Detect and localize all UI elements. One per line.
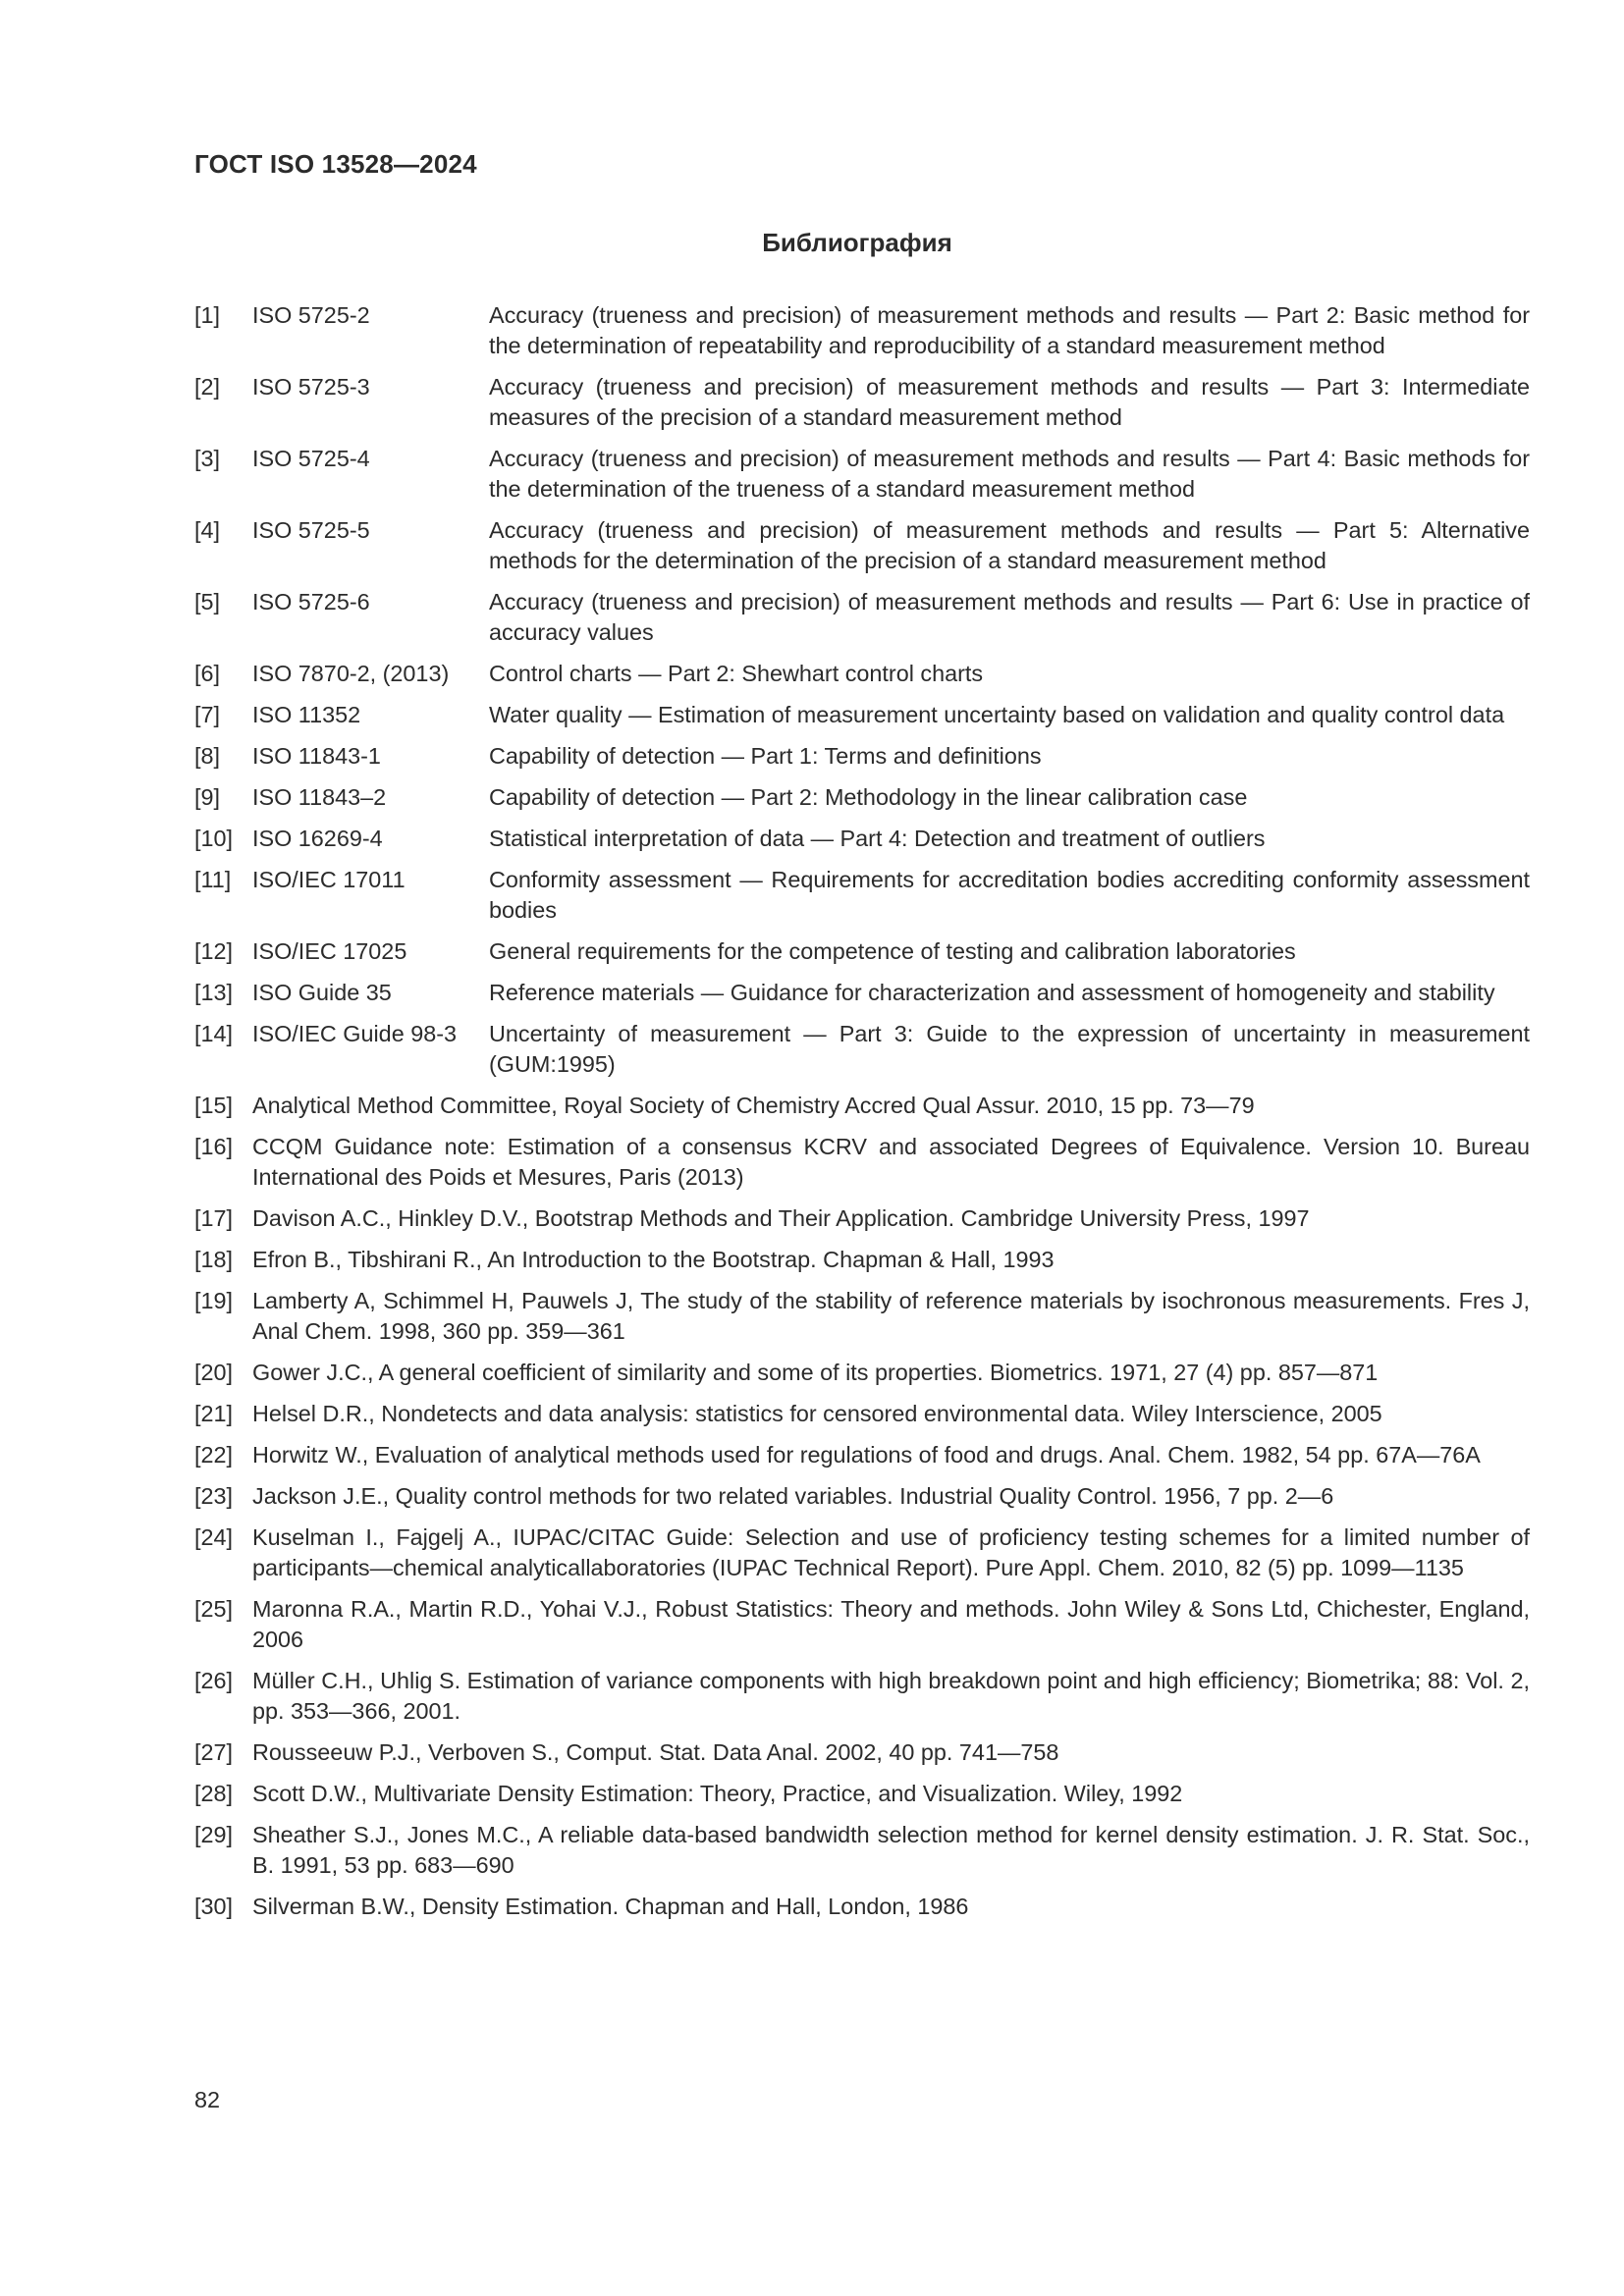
reference-number: [28] bbox=[194, 1781, 234, 1806]
reference-number: [17] bbox=[194, 1205, 234, 1231]
reference-text: Silverman B.W., Density Estimation. Chapman and Hall, London, 1986 bbox=[252, 1894, 969, 1919]
reference-standard: ISO/IEC Guide 98-3 bbox=[252, 1021, 458, 1046]
reference-number: [8] bbox=[194, 743, 221, 769]
reference-standard: ISO 7870-2, (2013) bbox=[252, 661, 450, 686]
reference-text: Davison A.C., Hinkley D.V., Bootstrap Methods and Their Application. Cambridge University Press, 1997 bbox=[252, 1205, 1310, 1231]
reference-number: [6] bbox=[194, 661, 221, 686]
reference-text: Scott D.W., Multivariate Density Estimation: Theory, Practice, and Visualization. Wiley, 1992 bbox=[252, 1781, 1183, 1806]
reference-number: [18] bbox=[194, 1247, 234, 1272]
reference-item bbox=[194, 1203, 1530, 1234]
reference-number: [9] bbox=[194, 784, 221, 810]
reference-standard: ISO 11843–2 bbox=[252, 784, 387, 810]
reference-item bbox=[194, 782, 1530, 813]
reference-number: [16] bbox=[194, 1134, 234, 1159]
reference-text: Accuracy (trueness and precision) of measurement methods and results — Part 3: Intermediate measures of the precision of a standard measurement method bbox=[489, 374, 1530, 430]
reference-number: [4] bbox=[194, 517, 221, 543]
reference-number: [2] bbox=[194, 374, 221, 400]
reference-standard: ISO 11352 bbox=[252, 702, 361, 727]
reference-text: Helsel D.R., Nondetects and data analysis: statistics for censored environmental data. Wiley Interscience, 2005 bbox=[252, 1401, 1382, 1426]
reference-standard: ISO/IEC 17025 bbox=[252, 938, 407, 964]
reference-text: General requirements for the competence of testing and calibration laboratories bbox=[489, 938, 1296, 964]
reference-item bbox=[194, 444, 1530, 505]
reference-item bbox=[194, 1399, 1530, 1429]
reference-item bbox=[194, 1132, 1530, 1193]
reference-item bbox=[194, 1091, 1530, 1121]
reference-number: [21] bbox=[194, 1401, 234, 1426]
reference-standard: ISO 5725-4 bbox=[252, 446, 370, 471]
reference-number: [7] bbox=[194, 702, 221, 727]
reference-item bbox=[194, 1286, 1530, 1347]
reference-item bbox=[194, 1820, 1530, 1881]
reference-standard: ISO 5725-3 bbox=[252, 374, 370, 400]
reference-number: [30] bbox=[194, 1894, 234, 1919]
reference-item bbox=[194, 741, 1530, 772]
reference-number: [22] bbox=[194, 1442, 234, 1468]
reference-text: Rousseeuw P.J., Verboven S., Comput. Stat. Data Anal. 2002, 40 pp. 741—758 bbox=[252, 1739, 1059, 1765]
reference-standard: ISO Guide 35 bbox=[252, 980, 392, 1005]
reference-number: [1] bbox=[194, 302, 221, 328]
reference-text: Müller C.H., Uhlig S. Estimation of variance components with high breakdown point and high efficiency; Biometrika; 88: Vol. 2, pp. 353—366, 2001. bbox=[252, 1668, 1530, 1724]
bibliography-list bbox=[194, 300, 1530, 1933]
reference-text: Accuracy (trueness and precision) of measurement methods and results — Part 4: Basic methods for the determination of the trueness of a standard measurement method bbox=[489, 446, 1530, 502]
document-header: ГОСТ ISO 13528—2024 bbox=[194, 149, 477, 179]
reference-number: [5] bbox=[194, 589, 221, 614]
reference-number: [24] bbox=[194, 1524, 234, 1550]
reference-text: Gower J.C., A general coefficient of similarity and some of its properties. Biometrics. 1971, 27 (4) pp. 857—871 bbox=[252, 1360, 1379, 1385]
reference-text: Horwitz W., Evaluation of analytical methods used for regulations of food and drugs. Anal. Chem. 1982, 54 pp. 67A—76A bbox=[252, 1442, 1481, 1468]
reference-text: Conformity assessment — Requirements for accreditation bodies accrediting conformity assessment bodies bbox=[489, 867, 1530, 923]
reference-text: Efron B., Tibshirani R., An Introduction to the Bootstrap. Chapman & Hall, 1993 bbox=[252, 1247, 1055, 1272]
reference-number: [11] bbox=[194, 867, 232, 892]
reference-standard: ISO 16269-4 bbox=[252, 826, 383, 851]
reference-number: [3] bbox=[194, 446, 221, 471]
reference-standard: ISO/IEC 17011 bbox=[252, 867, 406, 892]
page-number: 82 bbox=[194, 2087, 221, 2112]
reference-number: [12] bbox=[194, 938, 234, 964]
reference-standard: ISO 5725-6 bbox=[252, 589, 370, 614]
reference-number: [15] bbox=[194, 1093, 234, 1118]
reference-number: [10] bbox=[194, 826, 234, 851]
reference-item bbox=[194, 372, 1530, 433]
reference-number: [19] bbox=[194, 1288, 234, 1313]
reference-text: CCQM Guidance note: Estimation of a consensus KCRV and associated Degrees of Equivalence. Version 10. Bureau International des Poids et Mesures, Paris (2013) bbox=[252, 1134, 1530, 1190]
reference-text: Uncertainty of measurement — Part 3: Guide to the expression of uncertainty in measurement (GUM:1995) bbox=[489, 1021, 1530, 1077]
reference-item bbox=[194, 1892, 1530, 1922]
reference-item bbox=[194, 659, 1530, 689]
reference-item bbox=[194, 1737, 1530, 1768]
reference-number: [29] bbox=[194, 1822, 234, 1847]
reference-item bbox=[194, 824, 1530, 854]
reference-text: Sheather S.J., Jones M.C., A reliable data-based bandwidth selection method for kernel density estimation. J. R. Stat. Soc., B. 1991, 53 pp. 683—690 bbox=[252, 1822, 1530, 1878]
reference-item bbox=[194, 1666, 1530, 1727]
reference-item bbox=[194, 515, 1530, 576]
reference-item bbox=[194, 936, 1530, 967]
reference-text: Reference materials — Guidance for characterization and assessment of homogeneity and stability bbox=[489, 980, 1495, 1005]
reference-text: Accuracy (trueness and precision) of measurement methods and results — Part 6: Use in practice of accuracy values bbox=[489, 589, 1530, 645]
reference-text: Accuracy (trueness and precision) of measurement methods and results — Part 2: Basic method for the determination of repeatability and reproducibility of a standard measurement method bbox=[489, 302, 1530, 358]
reference-text: Maronna R.A., Martin R.D., Yohai V.J., Robust Statistics: Theory and methods. John Wiley & Sons Ltd, Chichester, England, 2006 bbox=[252, 1596, 1530, 1652]
reference-standard: ISO 11843-1 bbox=[252, 743, 381, 769]
reference-item bbox=[194, 700, 1530, 730]
reference-text: Analytical Method Committee, Royal Society of Chemistry Accred Qual Assur. 2010, 15 pp. 73—79 bbox=[252, 1093, 1255, 1118]
reference-item bbox=[194, 1358, 1530, 1388]
reference-text: Control charts — Part 2: Shewhart control charts bbox=[489, 661, 984, 686]
reference-text: Kuselman I., Fajgelj A., IUPAC/CITAC Guide: Selection and use of proficiency testing schemes for a limited number of participants—chemical analyticallaboratories (IUPAC Technical Report). Pure Appl. Chem. 2010, 82 (5) pp. 1099—1135 bbox=[252, 1524, 1530, 1580]
reference-item bbox=[194, 1779, 1530, 1809]
reference-item bbox=[194, 1440, 1530, 1470]
reference-text: Accuracy (trueness and precision) of measurement methods and results — Part 5: Alternative methods for the determination of the precision of a standard measurement method bbox=[489, 517, 1530, 573]
reference-item bbox=[194, 300, 1530, 361]
reference-item bbox=[194, 865, 1530, 926]
reference-number: [13] bbox=[194, 980, 234, 1005]
reference-number: [27] bbox=[194, 1739, 234, 1765]
reference-number: [23] bbox=[194, 1483, 234, 1509]
reference-standard: ISO 5725-5 bbox=[252, 517, 370, 543]
reference-item bbox=[194, 978, 1530, 1008]
reference-item bbox=[194, 1481, 1530, 1512]
reference-text: Lamberty A, Schimmel H, Pauwels J, The study of the stability of reference materials by isochronous measurements. Fres J, Anal Chem. 1998, 360 pp. 359—361 bbox=[252, 1288, 1530, 1344]
reference-text: Statistical interpretation of data — Part 4: Detection and treatment of outliers bbox=[489, 826, 1266, 851]
reference-number: [26] bbox=[194, 1668, 234, 1693]
reference-item bbox=[194, 1522, 1530, 1583]
reference-item bbox=[194, 587, 1530, 648]
reference-text: Capability of detection — Part 1: Terms and definitions bbox=[489, 743, 1042, 769]
reference-number: [25] bbox=[194, 1596, 234, 1622]
reference-number: [20] bbox=[194, 1360, 234, 1385]
reference-number: [14] bbox=[194, 1021, 234, 1046]
reference-text: Jackson J.E., Quality control methods for two related variables. Industrial Quality Control. 1956, 7 pp. 2—6 bbox=[252, 1483, 1334, 1509]
bibliography-title: Библиография bbox=[762, 228, 952, 257]
reference-text: Capability of detection — Part 2: Methodology in the linear calibration case bbox=[489, 784, 1248, 810]
page-title bbox=[0, 228, 1624, 258]
reference-text: Water quality — Estimation of measurement uncertainty based on validation and quality control data bbox=[489, 702, 1505, 727]
reference-item bbox=[194, 1019, 1530, 1080]
reference-standard: ISO 5725-2 bbox=[252, 302, 370, 328]
reference-item bbox=[194, 1594, 1530, 1655]
reference-item bbox=[194, 1245, 1530, 1275]
